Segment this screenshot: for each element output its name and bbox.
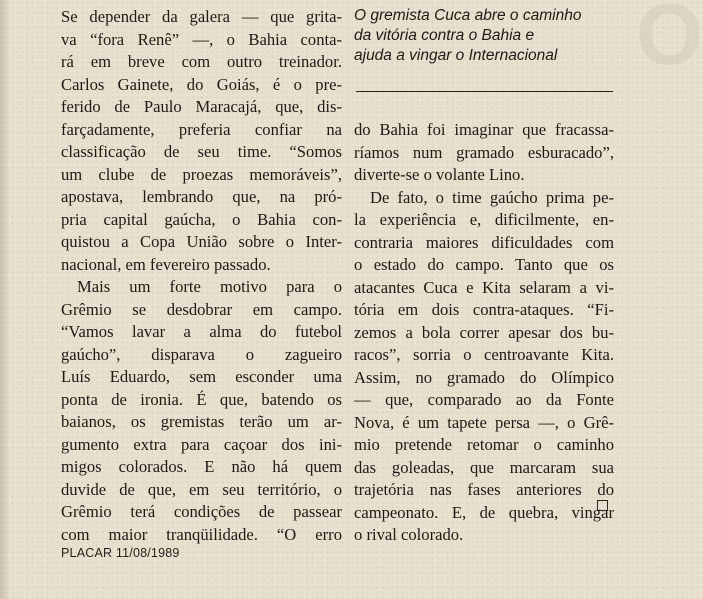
- article-line: va “fora Renê” —, o Bahia conta-: [61, 29, 342, 49]
- page-edge-shadow: [0, 0, 10, 599]
- article-line: Carlos Gainete, do Goiás, é o pre-: [61, 74, 342, 94]
- caption-line: ajuda a vingar o Internacional: [354, 47, 558, 64]
- article-line: racos”, sorria o centroavante Kita.: [354, 345, 614, 364]
- article-line: pria capital gaúcha, o Bahia con-: [61, 209, 342, 229]
- article-line: Nova, é um tapete persa —, o Grê-: [354, 412, 614, 432]
- photo-caption: [354, 6, 624, 66]
- bleed-through-mark: O: [636, 0, 703, 83]
- article-line: duvide de que, em seu território, o: [61, 479, 342, 499]
- article-line: rá em breve com outro treinador.: [61, 52, 342, 71]
- article-line: diverte-se o volante Lino.: [354, 165, 525, 184]
- article-line: o estado do campo. Tanto que os: [354, 255, 614, 274]
- article-line: Grêmio se desdobrar em campo.: [61, 299, 342, 319]
- article-line: contraria maiores dificuldades com: [354, 232, 614, 252]
- article-line: farçadamente, preferia confiar na: [61, 119, 342, 139]
- article-line: baianos, os gremistas terão um ar-: [61, 412, 342, 431]
- article-line: gaúcho”, disparava o zagueiro: [61, 344, 342, 364]
- page-footer: PLACAR 11/08/1989: [61, 546, 180, 560]
- article-line: campeonato. E, de quebra, vingar: [354, 502, 614, 522]
- article-line: atacantes Cuca e Kita selaram a vi-: [354, 277, 614, 297]
- article-line: migos colorados. E não há quem: [61, 457, 342, 476]
- article-line: um clube de proezas memoráveis”,: [61, 164, 342, 184]
- article-line: do Bahia foi imaginar que fracassa-: [354, 120, 614, 139]
- article-line: classificação de seu time. “Somos: [61, 142, 342, 161]
- article-column-left: [61, 6, 342, 546]
- article-line: De fato, o time gaúcho prima pe-: [370, 187, 614, 207]
- article-line: o rival colorado.: [354, 525, 464, 544]
- article-line: Assim, no gramado do Olímpico: [354, 367, 614, 387]
- article-line: gumento extra para caçoar dos ini-: [61, 434, 342, 454]
- article-line: apostava, lembrando que, na pró-: [61, 187, 342, 206]
- article-line: la experiência e, dificilmente, en-: [354, 210, 614, 229]
- article-line: nacional, em fevereiro passado.: [61, 254, 271, 274]
- end-of-article-mark: [597, 500, 608, 511]
- article-line: zemos a bola correr apesar dos bu-: [354, 322, 614, 342]
- article-line: Grêmio terá condições de passear: [61, 502, 342, 521]
- article-line: com maior tranqüilidade. “O erro: [61, 524, 342, 544]
- article-line: Mais um forte motivo para o: [77, 277, 342, 296]
- article-line: ríamos num gramado esburacado”,: [354, 142, 614, 162]
- article-line: Luís Eduardo, sem esconder uma: [61, 367, 342, 386]
- article-line: mio pretende retomar o caminho: [354, 435, 614, 454]
- article-column-right: [354, 119, 614, 547]
- caption-divider: [356, 91, 613, 92]
- caption-line: O gremista Cuca abre o caminho: [354, 7, 582, 24]
- article-line: trajetória nas fases anteriores do: [354, 480, 614, 499]
- article-line: ferido de Paulo Maracajá, que, dis-: [61, 97, 342, 116]
- article-line: quistou a Copa União sobre o Inter-: [61, 232, 342, 251]
- article-line: Se depender da galera — que grita-: [61, 7, 342, 26]
- article-line: — que, comparado ao da Fonte: [354, 390, 614, 409]
- article-line: ponta de ironia. É que, batendo os: [61, 389, 342, 409]
- article-line: “Vamos lavar a alma do futebol: [61, 322, 342, 341]
- caption-line: da vitória contra o Bahia e: [354, 27, 535, 44]
- article-line: das goleadas, que marcaram sua: [354, 457, 614, 477]
- article-line: tória em dois contra-ataques. “Fi-: [354, 300, 614, 319]
